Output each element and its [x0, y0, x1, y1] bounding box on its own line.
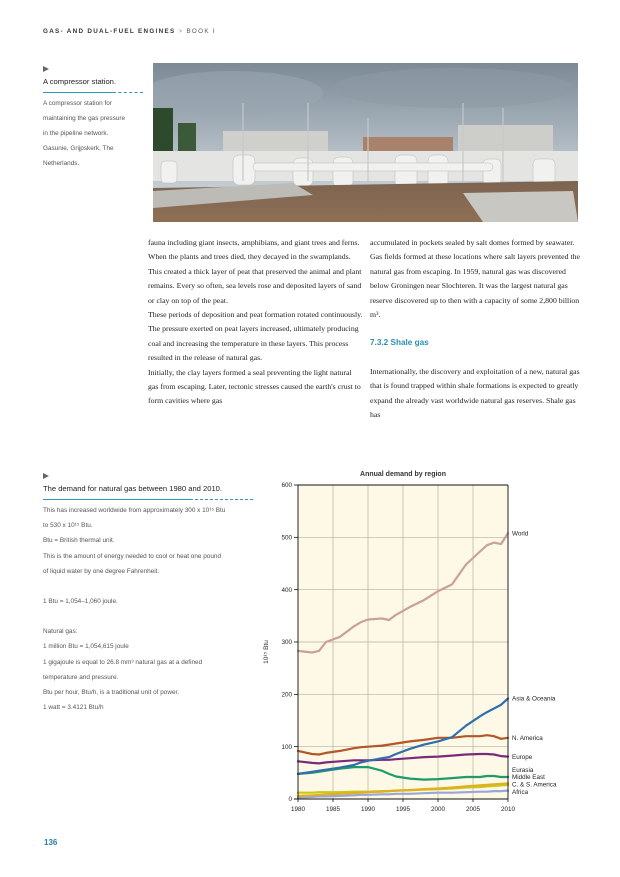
- y-tick-label: 600: [281, 482, 292, 490]
- chart-title: Annual demand by region: [360, 471, 446, 478]
- chart-svg: [256, 464, 586, 824]
- section-heading: 7.3.2 Shale gas: [370, 338, 429, 348]
- series-label: Middle East: [512, 774, 545, 782]
- y-tick-label: 0: [288, 796, 292, 804]
- caption-line: Btu = British thermal unit.: [43, 537, 115, 545]
- compressor-station-photo: [153, 63, 578, 222]
- series-label: Asia & Oceania: [512, 695, 556, 703]
- body-column-left: [148, 236, 363, 409]
- series-label: Europe: [512, 753, 533, 761]
- paragraph: accumulated in pockets sealed by salt domes formed by seawater.: [370, 238, 575, 247]
- series-label: Africa: [512, 789, 529, 797]
- paragraph: Gas fields formed at these locations where salt layers prevented the natural gas from escaping. In 1959, natural gas was discovered below Groningen near Slochteren. It was the largest natural gas reserve discovered up to then with a capacity of some 2,800 billion m³.: [370, 252, 581, 320]
- series-label: Eurasia: [512, 767, 534, 775]
- paragraph: fauna including giant insects, amphibians, and giant trees and ferns. When the plants and trees died, they decayed in the swamplands.: [148, 238, 360, 262]
- caption-rule: [43, 92, 143, 93]
- y-tick-label: 300: [281, 639, 292, 647]
- caption-line: temperature and pressure.: [43, 673, 119, 681]
- caption-line: Natural gas:: [43, 628, 78, 636]
- caption-line: Netherlands.: [43, 160, 80, 167]
- photo-caption: [43, 66, 143, 171]
- caption-line: This has increased worldwide from approximately 300 x 10¹⁵ Btu: [43, 507, 226, 514]
- caption-line: 1 million Btu = 1,054,615 joule: [43, 643, 129, 651]
- body-column-right: [370, 236, 585, 422]
- caption-line: to 530 x 10¹⁵ Btu.: [43, 522, 93, 530]
- series-label: N. America: [512, 734, 543, 742]
- y-tick-label: 500: [281, 534, 292, 542]
- caption-arrow-icon: [43, 473, 49, 479]
- caption-line: of liquid water by one degree Fahrenheit.: [43, 567, 160, 575]
- header-title: GAS- AND DUAL-FUEL ENGINES: [43, 28, 176, 35]
- chart-caption: [43, 473, 253, 715]
- running-header: [43, 28, 216, 35]
- chart-caption-title: The demand for natural gas between 1980 and 2010.: [43, 484, 223, 493]
- paragraph: These periods of deposition and peat formation rotated continuously. The pressure exerted on peat layers increased, ultimately producing coal and increasing the temperature in these layers. This process resulted in the release of natural gas.: [148, 310, 363, 363]
- annual-demand-chart: [256, 464, 586, 824]
- caption-line: in the pipeline network.: [43, 130, 109, 137]
- y-tick-label: 200: [281, 691, 292, 699]
- photo-caption-body: [43, 96, 143, 171]
- header-separator: >: [178, 28, 184, 35]
- caption-line: maintaining the gas pressure: [43, 115, 126, 122]
- caption-line: 1 Btu = 1,054–1,060 joule.: [43, 598, 118, 606]
- series-label: World: [512, 530, 529, 538]
- x-tick-label: 1995: [395, 806, 411, 813]
- caption-line: Gasunie, Grijpskerk, The: [43, 145, 114, 152]
- paragraph: Initially, the clay layers formed a seal preventing the light natural gas from escaping. Later, tectonic stresses caused the earth's crust to form cavities where gas: [148, 367, 361, 406]
- caption-line: A compressor station for: [43, 100, 112, 107]
- chart-caption-body: [43, 503, 253, 715]
- x-tick-label: 1985: [325, 806, 341, 813]
- page-number: 136: [44, 838, 58, 847]
- y-tick-label: 100: [281, 743, 292, 751]
- caption-line: Btu per hour, Btu/h, is a traditional unit of power.: [43, 689, 180, 697]
- caption-rule: [43, 499, 253, 500]
- x-tick-label: 2005: [465, 806, 481, 813]
- series-label: C. & S. America: [512, 781, 557, 789]
- caption-line: 1 gigajoule is equal to 26.8 mm³ natural gas at a defined: [43, 658, 203, 666]
- x-tick-label: 2010: [500, 806, 516, 813]
- caption-arrow-icon: [43, 66, 49, 72]
- x-tick-label: 2000: [430, 806, 446, 813]
- photo-caption-title: A compressor station.: [43, 77, 117, 86]
- caption-line: 1 watt = 3.4121 Btu/h: [43, 704, 104, 712]
- y-tick-label: 400: [281, 586, 292, 594]
- y-axis-label: 10¹⁵ Btu: [263, 640, 270, 664]
- paragraph: Internationally, the discovery and exploitation of a new, natural gas that is found trapped within shale formations is expected to greatly expand the already vast worldwide natural gas reserves. Shale gas has: [370, 366, 580, 420]
- x-tick-label: 1990: [360, 806, 376, 813]
- photo-image-icon: [153, 63, 578, 222]
- paragraph: This created a thick layer of peat that preserved the animal and plant remains. Every so often, sea levels rose and deposited layers of sand or clay on top of the peat.: [148, 266, 362, 305]
- caption-line: This is the amount of energy needed to cool or heat one pound: [43, 552, 221, 560]
- header-book: BOOK I: [186, 28, 216, 35]
- x-tick-label: 1980: [290, 806, 306, 813]
